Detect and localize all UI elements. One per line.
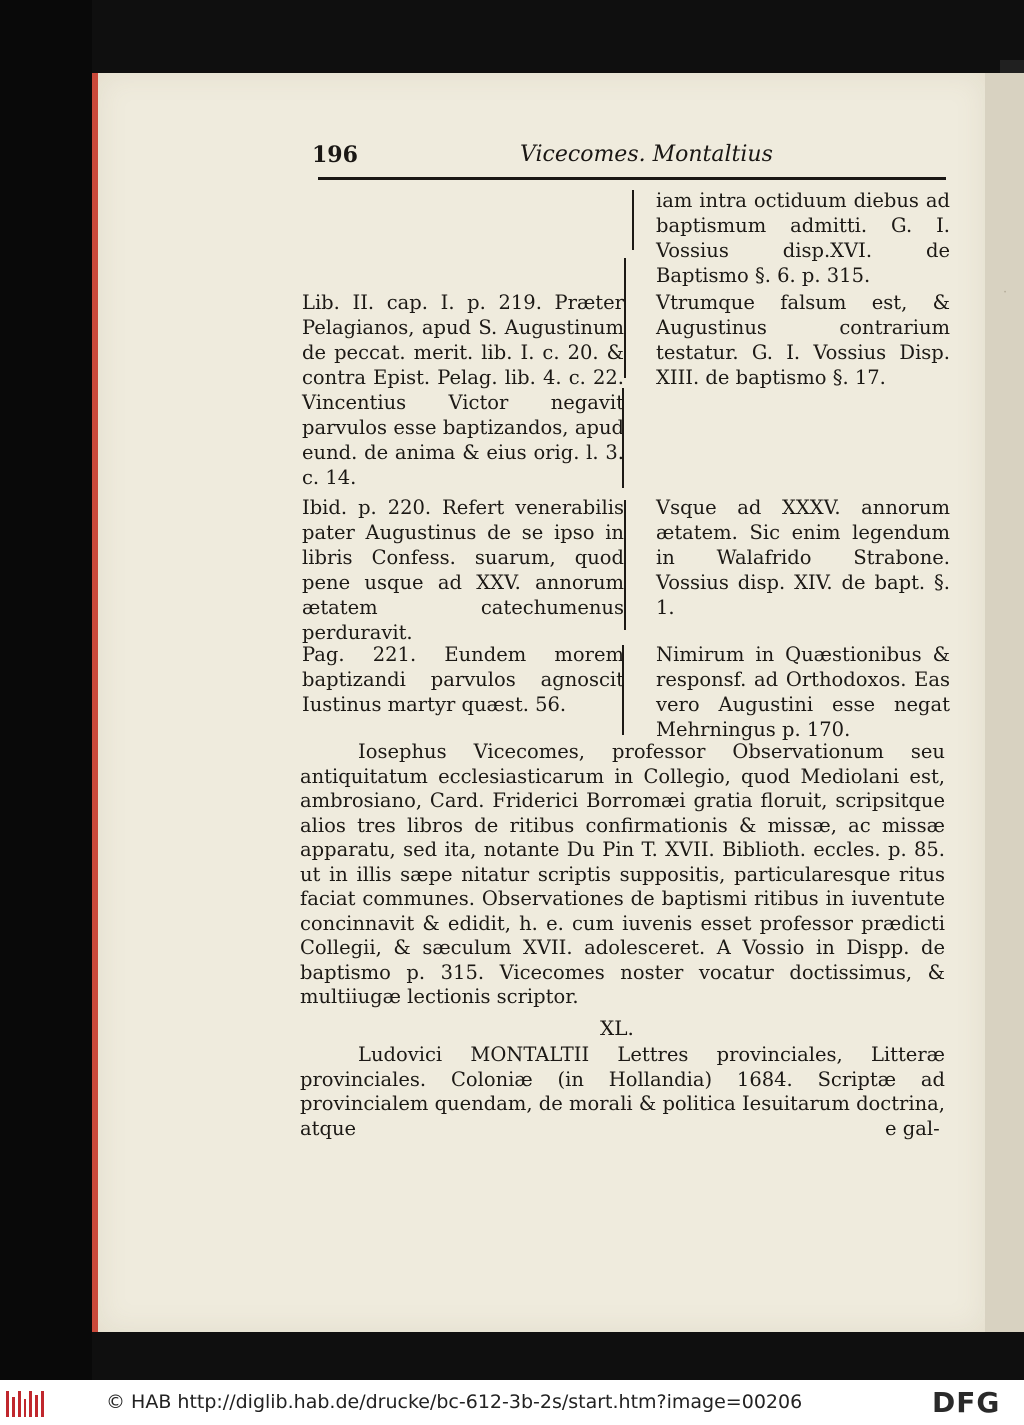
facing-page-bleed: · (1003, 285, 1008, 300)
note-text: Pag. 221. Eundem morem baptizandi parvulos agnoscit Iustinus martyr quæst. 56. (302, 643, 624, 716)
section-number: XL. (600, 1016, 634, 1040)
note-right-3 (656, 642, 950, 742)
scan-dark-margin-left (0, 0, 92, 1380)
column-divider (632, 190, 634, 250)
copyright-credit: © HAB http://diglib.hab.de/drucke/bc-612-3b-2s/start.htm?image=00206 (106, 1391, 803, 1413)
note-right-2 (656, 495, 950, 620)
note-text: Vtrumque falsum est, & Augustinus contrarium testatur. G. I. Vossius Disp. XIII. de baptismo §. 17. (656, 291, 950, 389)
column-divider (624, 258, 626, 378)
note-right-1 (656, 290, 950, 390)
body-paragraph-1: Iosephus Vicecomes, professor Observationum seu antiquitatum ecclesiasticarum in Collegio, quod Mediolani est, ambrosiano, Card. Friderici Borromæi gratia floruit, scripsitque alios tres libros de ritibus confirmationis & missæ, ac missæ apparatu, sed ita, notante Du Pin T. XVII. Biblioth. eccles. p. 85. ut in illis sæpe nitatur scriptis suppositis, particularesque ritus faciat communes. Observationes de baptismi ritibus in iuventute concinnavit & edidit, h. e. cum iuvenis esset professor prædicti Collegii, & sæculum XVII. adolesceret. A Vossio in Dispp. de baptismo p. 315. Vicecomes noster vocatur doctissimus, & multiiugæ lectionis scriptor. (300, 740, 945, 1008)
running-title: Vicecomes. Montaltius (520, 142, 773, 167)
note-left-2 (302, 495, 624, 645)
catchword: e gal- (885, 1117, 940, 1140)
note-right-continuation (656, 188, 950, 288)
body-paragraph-2: Ludovici MONTALTII Lettres provinciales, Litteræ provinciales. Coloniæ (in Hollandia) 1684. Scriptæ ad provincialem quendam, de morali & politica Iesuitarum doctrina, atque (300, 1043, 945, 1140)
note-text: Ibid. p. 220. Refert venerabilis pater Augustinus de se ipso in libris Confess. suarum, quod pene usque ad XXV. annorum ætatem catechumenus perduravit. (302, 496, 624, 644)
note-left-3 (302, 642, 624, 717)
hab-logo-icon (6, 1389, 44, 1417)
note-text: Lib. II. cap. I. p. 219. Præter Pelagianos, apud S. Augustinum de peccat. merit. lib. I. c. 20. & contra Epist. Pelag. lib. 4. c. 22. Vincentius Victor negavit parvulos esse baptizandos, apud eund. de anima & eius orig. l. 3. c. 14. (302, 291, 624, 489)
note-text: iam intra octiduum diebus ad baptismum admitti. G. I. Vossius disp.XVI. de Baptismo §. 6. p. 315. (656, 189, 950, 287)
note-text: Vsque ad XXXV. annorum ætatem. Sic enim legendum in Walafrido Strabone. Vossius disp. XIV. de bapt. §. 1. (656, 496, 950, 619)
column-divider (624, 500, 626, 630)
note-text: Nimirum in Quæstionibus & responsf. ad Orthodoxos. Eas vero Augustini esse negat Mehrningus p. 170. (656, 643, 950, 741)
footer-bar (0, 1380, 1024, 1425)
header-rule (318, 177, 946, 180)
running-header (312, 142, 952, 170)
facing-page-strip (985, 73, 1024, 1332)
dfg-logo: DFG (932, 1386, 1001, 1419)
note-left-1 (302, 290, 624, 490)
page-number: 196 (312, 142, 358, 168)
